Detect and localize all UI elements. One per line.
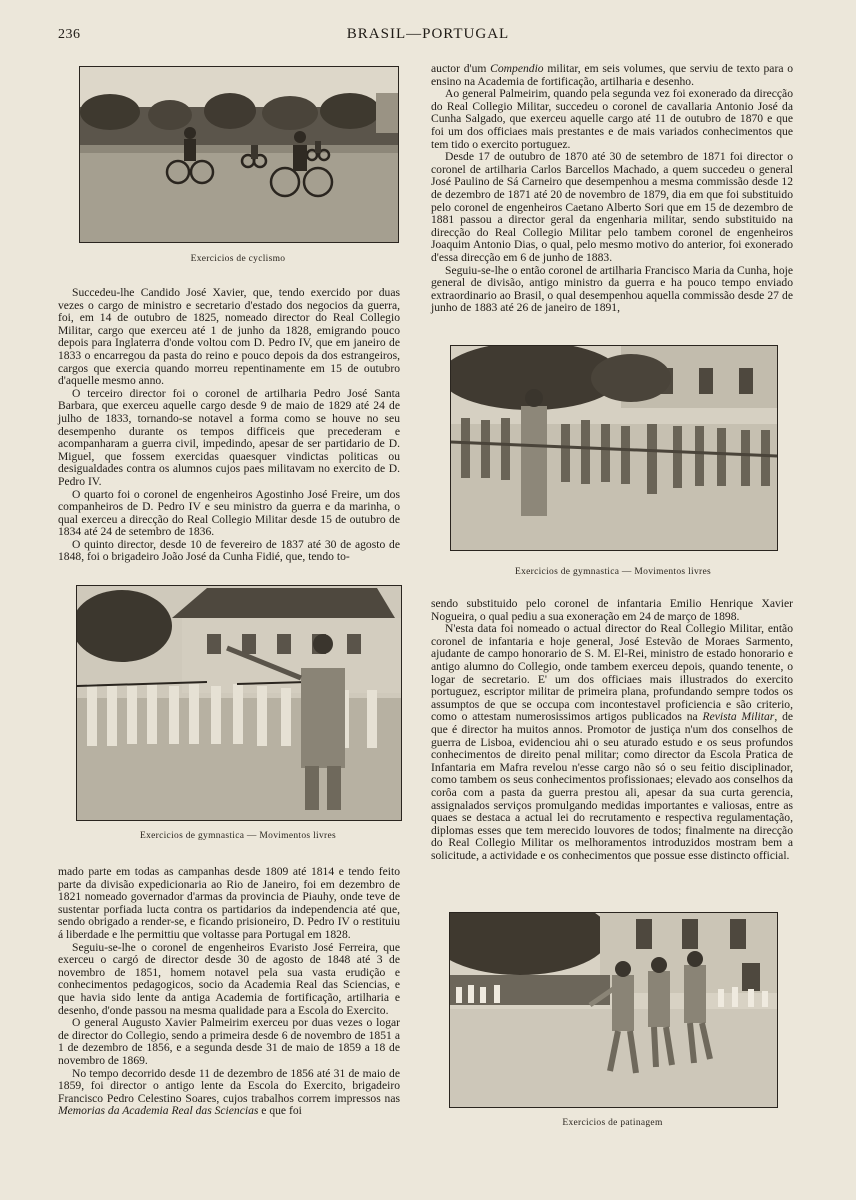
paragraph: Desde 17 de outubro de 1870 até 30 de setembro de 1871 foi director o coronel de artilharia Carlos Barcellos Machado, a quem succedeu o general José Paulino de Sá Carneiro que desempenhou a mesma commissão desde 12 de dezembro de 1871 até 20 de novembro de 1879, dia em que foi substituido pelo coronel de engenheiros Caetano Alberto Sori que em 15 de dezembro de 1881 passou a director geral da engenharia militar, sendo substituido na direcção do Real Collegio Militar pelo tambem coronel de engenheiros Joaquim Antonio Dias, o qual, pelo mesmo motivo do anterior, foi exonerado d'essa direcção em 6 de junho de 1883. [431, 150, 793, 264]
paragraph: O quarto foi o coronel de engenheiros Agostinho José Freire, um dos companheiros de D. Pedro IV e seu ministro da guerra e da marinha, o qual exerceu a direcção do Real Collegio Militar desde 15 de outubro de 1834 até 24 de setembro de 1836. [58, 487, 400, 539]
photo-gymnastics-left [76, 585, 402, 821]
page-number: 236 [58, 27, 81, 42]
photo-cycling [79, 66, 399, 243]
paragraph: sendo substituido pelo coronel de infantaria Emilio Henrique Xavier Nogueira, o qual pediu a sua exoneração em 24 de março de 1898. [431, 597, 793, 623]
paragraph: mado parte em todas as campanhas desde 1809 até 1814 e tendo feito parte da divisão expedicionaria ao Rio de Janeiro, foi em dezembro de 1821 nomeado governador d'armas da provincia de Piauhy, onde teve de sustentar porfiada lucta contra os partidarios da independencia até que, sendo obrigado a render-se, e ficando prisioneiro, D. Pedro IV o restituiu á liberdade e lhe permittiu que voltasse para Portugal em 1828. [58, 865, 400, 941]
left-column-top [58, 287, 400, 564]
running-title: BRASIL—PORTUGAL [346, 26, 510, 42]
paragraph: O general Augusto Xavier Palmeirim exerceu por duas vezes o logar de director do Collegio, sendo a primeira desde 6 de novembro de 1851 a 1 de dezembro de 1856, e a segunda desde 31 de maio de 1859 a 18 de novembro de 1869. [58, 1016, 400, 1067]
paragraph: Succedeu-lhe Candido José Xavier, que, tendo exercido por duas vezes o cargo de ministro e secretario d'estado dos negocios da guerra, foi, em 14 de outubro de 1825, nomeado director do Real Collegio Militar, cargo que exerceu até 1 de junho da 1828, emigrando pouco depois para Inglaterra d'onde voltou com D. Pedro IV, que em janeiro de 1833 o encarregou da pasta do reino e pouco depois da dos estrangeiros, cargos que exercia quando morreu repentinamente em 15 de outubro d'aquelle mesmo anno. [58, 286, 400, 388]
paragraph: N'esta data foi nomeado o actual director do Real Collegio Militar, então coronel de infantaria e hoje general, José Estevão de Moraes Sarmento, ajudante de campo honorario de S. M. El-Rei, ministro de estado honorario e antigo alumno do Collegio, onde tambem exerceu depois, quando tenente, o logar de secretario. E' um dos officiaes mais illustrados do exercito portuguez, escriptor militar de primeira plana, profundando sempre todos os assumptos de que se occupa com incontestavel proficiencia e são criterio, como o attestam numerosissimos artigos publicados na Revista Militar, de que é director ha muitos annos. Promotor de justiça n'um dos conselhos de guerra de Lisboa, evidenciou ahi o seu aturado estudo e os seus profundos conhecimentos de direito penal militar; como director da Escola Pratica de Infantaria em Mafra revelou n'esse cargo não só o seu feitio disciplinador, como tambem os seus conhecimentos profissionaes; elevado aos conselhos da corôa com a pasta da guerra prestou ali, apesar da sua curta gerencia, assignalados serviços promulgando medidas importantes e valiosas, entre as quaes se destaca a actual lei do recrutamento e respectiva regulamentação, diplomas esses que tem merecido louvores de todos; finalmente na direcção do Real Collegio Militar os melhoramentos introduzidos mostram bem a solicitude, a actividade e os conhecimentos que possue esse distincto official. [431, 622, 794, 862]
paragraph: O quinto director, desde 10 de fevereiro de 1837 até 30 de agosto de 1848, foi o brigadeiro João José da Cunha Fidié, que, tendo to- [58, 537, 400, 564]
left-column-bottom [58, 866, 400, 1118]
right-column-middle [431, 598, 793, 862]
paragraph: No tempo decorrido desde 11 de dezembro de 1856 até 31 de maio de 1859, foi director o antigo lente da Escola do Exercito, brigadeiro Francisco Pedro Celestino Soares, cujos trabalhos correm impressos nas Memorias da Academia Real das Sciencias e que foi [58, 1066, 400, 1118]
photo-skating [449, 912, 778, 1108]
paragraph: Ao general Palmeirim, quando pela segunda vez foi exonerado da direcção do Real Collegio Militar, succedeu o coronel de cavallaria Antonio José da Cunha Salgado, que exerceu aquelle cargo até 11 de outubro de 1870 e que foi um dos officiaes mais prestantes e de mais variados conhecimentos que tem tido o exercito portuguez. [431, 87, 793, 151]
photo-gymnastics-right [450, 345, 778, 551]
paragraph: Seguiu-se-lhe o então coronel de artilharia Francisco Maria da Cunha, hoje general de divisão, antigo ministro da guerra e ha pouco tempo enviado extraordinario ao Brasil, o qual desempenhou aquella commissão desde 27 de junho de 1883 até 26 de janeiro de 1891, [431, 263, 794, 315]
figure-caption: Exercicios de patinagem [562, 1118, 663, 1128]
right-column-top [431, 63, 793, 315]
paragraph: Seguiu-se-lhe o coronel de engenheiros Evaristo José Ferreira, que exerceu o cargó de director desde 30 de agosto de 1848 até 3 de novembro de 1851, homem notavel pela sua vasta erudição e conhecimentos pedagogicos, socio da Academia Real das Sciencias, e que havia sido lente da antiga Academia de fortificação, artilharia e desenho, d'onde passou na mesma qualidade para a Escola do Exercito. [58, 940, 400, 1017]
paragraph: auctor d'um Compendio militar, em seis volumes, que serviu de texto para o ensino na Academia de fortificação, artilharia e desenho. [431, 62, 793, 88]
figure-caption: Exercicios de gymnastica — Movimentos livres [139, 831, 337, 841]
paragraph: O terceiro director foi o coronel de artilharia Pedro José Santa Barbara, que exerceu aquelle cargo desde 9 de maio de 1829 até 24 de julho de 1833, tornando-se notavel a forma como se houve no seu desempenho durante os tempos difficeis que precederam e acompanharam a guerra civil, impedindo, apesar de ser partidario de D. Miguel, que fossem exercidas quaesquer vindictas politicas ou desigualdades contra os alumnos cujos paes militavam no exercito de D. Pedro IV. [58, 386, 400, 488]
figure-caption: Exercicios de gymnastica — Movimentos livres [514, 567, 712, 577]
figure-caption: Exercicios de cyclismo [190, 254, 286, 264]
